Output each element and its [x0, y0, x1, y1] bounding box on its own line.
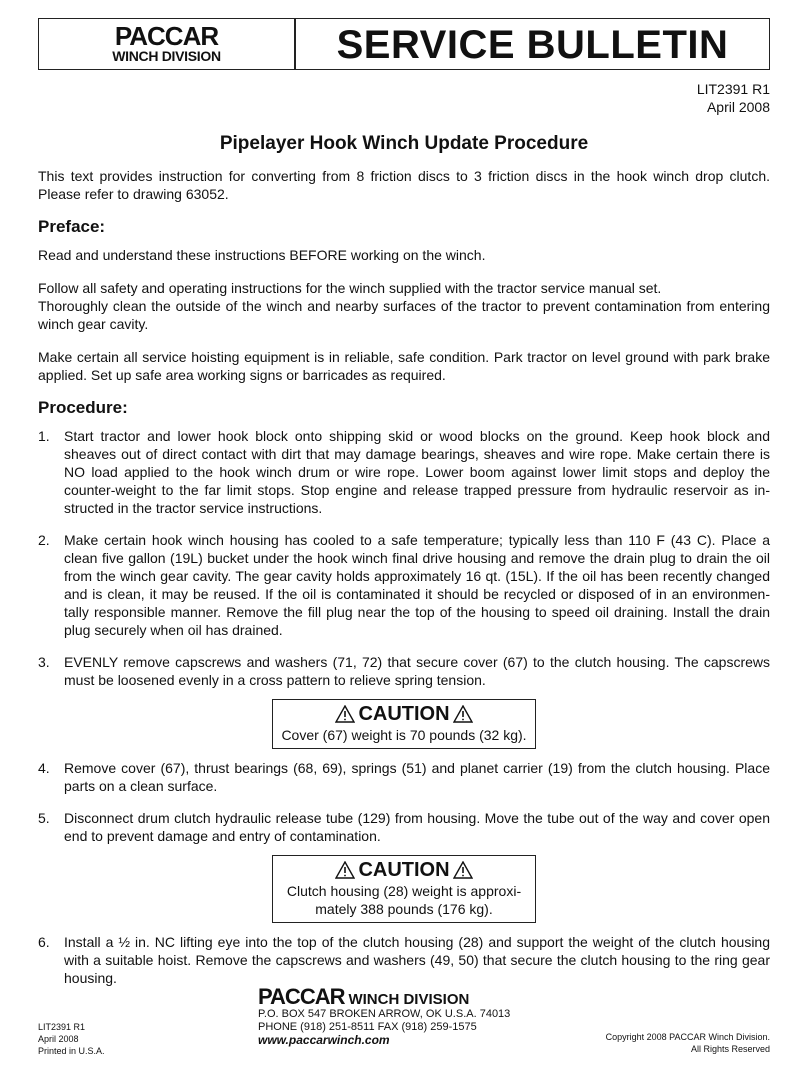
procedure-step [38, 653, 770, 689]
footer-brand [258, 986, 510, 1008]
doc-date: April 2008 [706, 99, 770, 115]
footer-doc-info [38, 1021, 105, 1057]
step-number: 2. [38, 532, 50, 548]
procedure-step [38, 809, 770, 845]
step-text: Remove cover (67), thrust bearings (68, 69), springs (51) and planet carrier (19) from the clutch housing. Place parts on a clean surface. [64, 760, 770, 794]
caution-heading [277, 858, 531, 882]
footer-printed: Printed in U.S.A. [38, 1046, 105, 1056]
caution-message: Clutch housing (28) weight is approxi-mately 388 pounds (176 kg). [286, 883, 522, 917]
footer-phone: PHONE (918) 251-8511 FAX (918) 259-1575 [258, 1021, 477, 1033]
footer-logo: PACCAR [258, 984, 345, 1009]
step-text: Make certain hook winch housing has cooled to a safe temperature; typically less than 110 F (43 C). Place a clean five gallon (19L) bucket under the hook winch final drive housing and remove the drain plug to drain the oil from the winch gear cavity. The gear cavity holds approximately 16 qt. (15L). If the oil has been recently changed and is clean, it may be reused. If the oil is contaminated it should be recycled or disposed of in an environmen-tally responsible manner. Remove the fill plug near the top of the housing to speed oil draining. Install the drain plug securely when oil has drained. [64, 532, 770, 638]
step-text: Start tractor and lower hook block onto shipping skid or wood blocks on the ground. Keep hook block and sheaves out of direct contact with dirt that may damage bearings, sheaves and wire rope. Make certain there is NO load applied to the hook winch drum or wire rope. Lower boom against lower limit stops and deploy the counter-weight to the far limit stops. Stop engine and release trapped pressure from hydraulic reservoir as in-structed in the tractor service instructions. [64, 428, 770, 516]
procedure-step [38, 759, 770, 795]
document-reference [697, 80, 770, 116]
step-number: 5. [38, 810, 50, 826]
procedure-step [38, 427, 770, 517]
caution-label: CAUTION [358, 859, 450, 881]
footer-division: WINCH DIVISION [348, 991, 470, 1008]
warning-triangle-icon [453, 861, 473, 879]
procedure-step [38, 933, 770, 987]
logo-wordmark: PACCAR [114, 21, 219, 51]
step-number: 3. [38, 654, 50, 670]
bulletin-title: SERVICE BULLETIN [336, 23, 729, 67]
document-title: Pipelayer Hook Winch Update Procedure [219, 133, 589, 154]
caution-box [272, 699, 536, 749]
bulletin-header [38, 18, 770, 70]
caution-label: CAUTION [358, 703, 450, 725]
procedure-step [38, 531, 770, 639]
step-number: 4. [38, 760, 50, 776]
caution-heading [277, 702, 531, 726]
preface-paragraph-3: Thoroughly clean the outside of the winch and nearby surfaces of the tractor to prevent contamination from entering winch gear cavity. [38, 298, 770, 332]
step-number: 1. [38, 428, 50, 444]
copyright-text: Copyright 2008 PACCAR Winch Division. [605, 1032, 770, 1042]
preface-paragraph-4: Make certain all service hoisting equipment is in reliable, safe condition. Park tractor on level ground with park brake applied. Set up safe area working signs or barricades as required. [38, 349, 770, 383]
paccar-logo [39, 19, 294, 69]
warning-triangle-icon [335, 705, 355, 723]
caution-message: Cover (67) weight is 70 pounds (32 kg). [281, 727, 527, 743]
preface-paragraph-2: Follow all safety and operating instructions for the winch supplied with the tractor service manual set. [38, 280, 662, 296]
warning-triangle-icon [453, 705, 473, 723]
doc-number: LIT2391 R1 [696, 81, 770, 97]
preface-paragraph-1: Read and understand these instructions BEFORE working on the winch. [38, 247, 486, 263]
procedure-heading: Procedure: [38, 398, 128, 417]
step-text: Install a ½ in. NC lifting eye into the top of the clutch housing (28) and support the weight of the clutch housing with a suitable hoist. Remove the capscrews and washers (49, 50) that secure the clutch housing to the ring gear housing. [64, 934, 770, 986]
rights-text: All Rights Reserved [690, 1044, 770, 1054]
footer-website-link[interactable]: www.paccarwinch.com [258, 1033, 390, 1047]
intro-paragraph: This text provides instruction for converting from 8 friction discs to 3 friction discs in the hook winch drop clutch. Please refer to drawing 63052. [38, 168, 770, 202]
step-number: 6. [38, 934, 50, 950]
footer-contact [258, 986, 510, 1047]
logo-division: WINCH DIVISION [112, 48, 221, 64]
footer-address: P.O. BOX 547 BROKEN ARROW, OK U.S.A. 74013 [258, 1008, 511, 1020]
warning-triangle-icon [335, 861, 355, 879]
preface-heading: Preface: [38, 217, 106, 236]
footer-copyright [606, 1031, 770, 1055]
footer-doc-number: LIT2391 R1 [38, 1022, 86, 1032]
footer-doc-date: April 2008 [38, 1034, 79, 1044]
step-text: EVENLY remove capscrews and washers (71, 72) that secure cover (67) to the clutch housing. The capscrews must be loosened evenly in a cross pattern to relieve spring tension. [64, 654, 770, 688]
step-text: Disconnect drum clutch hydraulic release tube (129) from housing. Move the tube out of the way and cover open end to prevent damage and entry of contamination. [64, 810, 770, 844]
caution-box [272, 855, 536, 923]
document-body [38, 167, 770, 1001]
